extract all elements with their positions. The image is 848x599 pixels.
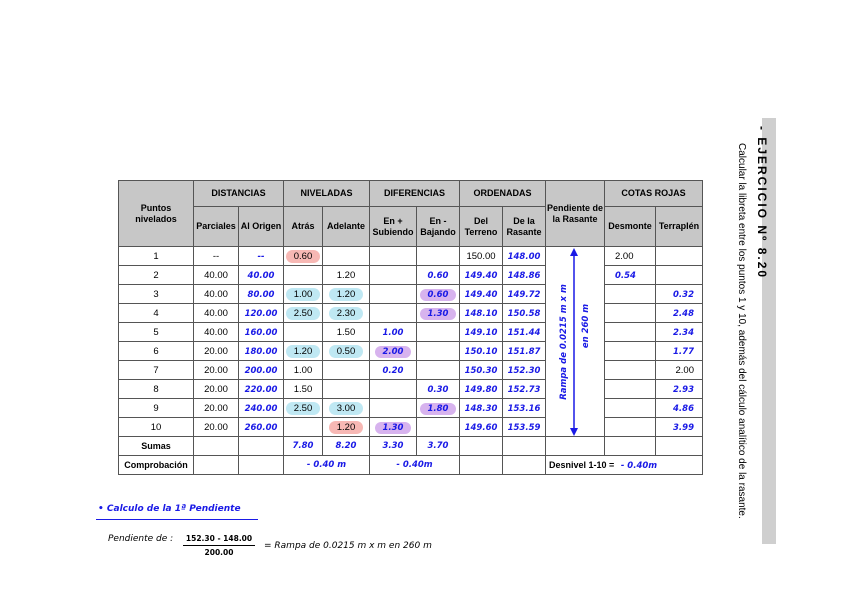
cell-terp: [656, 361, 703, 380]
cell-terr: [460, 342, 503, 361]
value-baj: 0.60: [427, 270, 449, 281]
value-terp: 2.48: [673, 308, 694, 319]
value-terr: 149.10: [464, 327, 498, 338]
value-terp: 4.86: [673, 403, 694, 414]
cell-orig: [239, 323, 284, 342]
cell-atras: [284, 418, 323, 437]
value-terr: 148.30: [464, 403, 498, 414]
table-body: [119, 247, 703, 437]
cell-sub: [370, 380, 417, 399]
cell-ras: [503, 361, 546, 380]
cell-desm: [605, 399, 656, 418]
value-p: 6: [153, 345, 159, 357]
cell-ras: [503, 380, 546, 399]
cell-sub: [370, 323, 417, 342]
value-adel: 1.20: [336, 269, 356, 281]
value-terr: 148.10: [464, 308, 498, 319]
cell-atras: [284, 361, 323, 380]
sumas-empty: [656, 437, 703, 456]
sumas-empty: [194, 437, 239, 456]
value-atras: 1.00: [293, 364, 313, 376]
desnivel-label: Desnivel 1-10 =: [549, 459, 615, 470]
value-terp: 2.00: [675, 364, 694, 376]
value-adel: 2.30: [329, 307, 364, 320]
value-desm: 2.00: [615, 250, 634, 262]
value-atras: 2.50: [286, 307, 321, 320]
cell-baj: [417, 380, 460, 399]
cell-adel: [323, 399, 370, 418]
cell-parc: [194, 342, 239, 361]
value-terp: 0.32: [673, 289, 694, 300]
cell-atras: [284, 342, 323, 361]
value-p: 4: [153, 307, 159, 319]
cell-baj: [417, 323, 460, 342]
cell-atras: [284, 380, 323, 399]
table-row: [119, 380, 703, 399]
cell-terp: [656, 304, 703, 323]
sumas-subiendo: 3.30: [370, 437, 417, 456]
header-puntos: Puntos nivelados: [119, 181, 194, 247]
cell-parc: [194, 304, 239, 323]
value-sub: 2.00: [375, 346, 412, 358]
cell-parc: [194, 418, 239, 437]
table-row: [119, 304, 703, 323]
cell-ras: [503, 266, 546, 285]
cell-parc: [194, 361, 239, 380]
pendiente-fraction: [183, 534, 255, 557]
cell-ras: [503, 304, 546, 323]
value-adel: 1.20: [329, 421, 364, 434]
rampa-arrow-down-icon: [570, 428, 578, 436]
sumas-label: Sumas: [119, 437, 194, 456]
value-terp: 3.99: [673, 422, 694, 433]
value-atras: 1.00: [286, 288, 321, 301]
cell-baj: [417, 304, 460, 323]
cell-ras: [503, 323, 546, 342]
cell-desm: [605, 247, 656, 266]
value-terr: 150.00: [466, 250, 496, 262]
cell-p: [119, 266, 194, 285]
value-p: 7: [153, 364, 159, 376]
value-p: 1: [153, 250, 159, 262]
cell-atras: [284, 304, 323, 323]
header-desmonte: Desmonte: [605, 207, 656, 247]
cell-terp: [656, 380, 703, 399]
cell-orig: [239, 304, 284, 323]
value-desm: 0.54: [615, 270, 636, 281]
cell-terp: [656, 247, 703, 266]
value-parc: 20.00: [204, 421, 228, 433]
value-atras: 1.50: [293, 383, 313, 395]
cell-adel: [323, 285, 370, 304]
value-parc: 20.00: [204, 402, 228, 414]
value-atras: 1.20: [286, 345, 321, 358]
cell-adel: [323, 380, 370, 399]
value-parc: 40.00: [204, 288, 228, 300]
cell-terp: [656, 342, 703, 361]
cell-parc: [194, 266, 239, 285]
value-orig: 180.00: [244, 346, 278, 357]
fraction-numerator: 152.30 - 148.00: [183, 534, 255, 546]
cell-parc: [194, 285, 239, 304]
value-adel: 1.20: [329, 288, 364, 301]
cell-desm: [605, 304, 656, 323]
cell-terr: [460, 361, 503, 380]
value-parc: 40.00: [204, 326, 228, 338]
value-baj: 1.30: [420, 308, 457, 320]
cell-atras: [284, 247, 323, 266]
header-rasante: De la Rasante: [503, 207, 546, 247]
value-atras: 2.50: [286, 402, 321, 415]
value-sub: 1.30: [375, 422, 412, 434]
comprobacion-diferencias: - 0.40m: [370, 456, 460, 475]
sumas-empty: [546, 437, 605, 456]
cell-atras: [284, 323, 323, 342]
value-p: 5: [153, 326, 159, 338]
cell-orig: [239, 399, 284, 418]
comp-empty: [239, 456, 284, 475]
header-parciales: Parciales: [194, 207, 239, 247]
cell-terr: [460, 285, 503, 304]
value-parc: 40.00: [204, 269, 228, 281]
cell-baj: [417, 418, 460, 437]
value-parc: 20.00: [204, 383, 228, 395]
table-row: [119, 247, 703, 266]
cell-terp: [656, 266, 703, 285]
table-row: [119, 418, 703, 437]
fraction-denominator: 200.00: [204, 548, 234, 557]
value-ras: 152.30: [507, 365, 541, 376]
table-row: [119, 399, 703, 418]
cell-terr: [460, 380, 503, 399]
cell-atras: [284, 285, 323, 304]
value-ras: 150.58: [507, 308, 541, 319]
cell-baj: [417, 247, 460, 266]
leveling-table: [118, 180, 703, 475]
cell-parc: [194, 323, 239, 342]
cell-orig: [239, 266, 284, 285]
value-adel: 0.50: [329, 345, 364, 358]
value-atras: 0.60: [286, 250, 321, 263]
cell-terr: [460, 247, 503, 266]
value-sub: 0.20: [382, 365, 404, 376]
rampa-text-1: Rampa de 0.0215 m x m: [559, 284, 569, 400]
value-terr: 149.60: [464, 422, 498, 433]
cell-sub: [370, 399, 417, 418]
exercise-description: Calcular la libreta entre los puntos 1 y 10, además del cálculo analítico de la rasante.: [736, 143, 747, 519]
cell-ras: [503, 247, 546, 266]
value-orig: 160.00: [244, 327, 278, 338]
cell-ras: [503, 342, 546, 361]
cell-orig: [239, 418, 284, 437]
header-adelante: Adelante: [323, 207, 370, 247]
sumas-bajando: 3.70: [417, 437, 460, 456]
cell-sub: [370, 418, 417, 437]
header-atras: Atrás: [284, 207, 323, 247]
cell-p: [119, 247, 194, 266]
value-p: 3: [153, 288, 159, 300]
cell-desm: [605, 418, 656, 437]
cell-desm: [605, 342, 656, 361]
header-al-origen: Al Origen: [239, 207, 284, 247]
desnivel-value: - 0.40m: [620, 460, 658, 471]
value-parc: 20.00: [204, 345, 228, 357]
value-adel: 1.50: [336, 326, 356, 338]
desnivel-cell: [546, 456, 703, 475]
value-baj: 0.60: [420, 289, 457, 301]
cell-terp: [656, 418, 703, 437]
comprobacion-label: Comprobación: [119, 456, 194, 475]
pendiente-result: = Rampa de 0.0215 m x m en 260 m: [264, 541, 432, 551]
value-ras: 148.00: [507, 251, 541, 262]
sumas-empty: [460, 437, 503, 456]
cell-orig: [239, 342, 284, 361]
header-ordenadas: ORDENADAS: [460, 181, 546, 207]
cell-terp: [656, 285, 703, 304]
cell-adel: [323, 323, 370, 342]
value-ras: 153.16: [507, 403, 541, 414]
table-row: [119, 342, 703, 361]
value-orig: 220.00: [244, 384, 278, 395]
cell-baj: [417, 266, 460, 285]
cell-sub: [370, 361, 417, 380]
cell-atras: [284, 266, 323, 285]
cell-baj: [417, 361, 460, 380]
cell-p: [119, 323, 194, 342]
value-parc: --: [212, 250, 220, 262]
value-orig: 200.00: [244, 365, 278, 376]
cell-desm: [605, 323, 656, 342]
sumas-adelante: 8.20: [323, 437, 370, 456]
value-sub: 1.00: [382, 327, 404, 338]
exercise-title: - EJERCICIO Nº 8.20: [755, 126, 769, 280]
cell-sub: [370, 304, 417, 323]
cell-p: [119, 285, 194, 304]
cell-p: [119, 418, 194, 437]
cell-ras: [503, 285, 546, 304]
cell-orig: [239, 285, 284, 304]
cell-terp: [656, 323, 703, 342]
value-baj: 0.30: [427, 384, 449, 395]
cell-baj: [417, 342, 460, 361]
value-p: 2: [153, 269, 159, 281]
table-row: [119, 266, 703, 285]
cell-terr: [460, 399, 503, 418]
cell-p: [119, 380, 194, 399]
value-terp: 2.34: [673, 327, 694, 338]
value-ras: 153.59: [507, 422, 541, 433]
header-terraplen: Terraplén: [656, 207, 703, 247]
cell-desm: [605, 266, 656, 285]
value-terr: 149.40: [464, 289, 498, 300]
cell-adel: [323, 342, 370, 361]
cell-desm: [605, 285, 656, 304]
value-terr: 149.40: [464, 270, 498, 281]
value-orig: 260.00: [244, 422, 278, 433]
comp-empty: [194, 456, 239, 475]
value-terr: 149.80: [464, 384, 498, 395]
cell-orig: [239, 247, 284, 266]
rampa-text-2: en 260 m: [581, 303, 591, 349]
cell-p: [119, 361, 194, 380]
header-distancias: DISTANCIAS: [194, 181, 284, 207]
cell-ras: [503, 418, 546, 437]
value-terp: 1.77: [673, 346, 694, 357]
cell-sub: [370, 285, 417, 304]
cell-sub: [370, 342, 417, 361]
sumas-atras: 7.80: [284, 437, 323, 456]
value-terr: 150.30: [464, 365, 498, 376]
cell-baj: [417, 399, 460, 418]
comprobacion-niveladas: - 0.40 m: [284, 456, 370, 475]
value-ras: 151.87: [507, 346, 541, 357]
cell-adel: [323, 247, 370, 266]
cell-atras: [284, 399, 323, 418]
cell-baj: [417, 285, 460, 304]
cell-ras: [503, 399, 546, 418]
table-row: [119, 323, 703, 342]
header-pendiente: Pendiente de la Rasante: [546, 181, 605, 247]
calc-title: • Calculo de la 1ª Pendiente: [98, 504, 241, 514]
cell-p: [119, 399, 194, 418]
cell-adel: [323, 266, 370, 285]
cell-parc: [194, 380, 239, 399]
cell-p: [119, 342, 194, 361]
sumas-empty: [605, 437, 656, 456]
header-bajando: En - Bajando: [417, 207, 460, 247]
cell-adel: [323, 304, 370, 323]
value-ras: 148.86: [507, 270, 541, 281]
value-ras: 151.44: [507, 327, 541, 338]
calc-title-underline: [96, 519, 258, 520]
value-parc: 20.00: [204, 364, 228, 376]
value-p: 8: [153, 383, 159, 395]
cell-terp: [656, 399, 703, 418]
cell-parc: [194, 247, 239, 266]
cell-terr: [460, 323, 503, 342]
value-orig: --: [257, 251, 265, 262]
header-niveladas: NIVELADAS: [284, 181, 370, 207]
cell-sub: [370, 247, 417, 266]
value-p: 9: [153, 402, 159, 414]
value-parc: 40.00: [204, 307, 228, 319]
cell-orig: [239, 380, 284, 399]
cell-terr: [460, 418, 503, 437]
value-terp: 2.93: [673, 384, 694, 395]
rampa-annotation: [548, 246, 606, 438]
rampa-arrow-up-icon: [570, 248, 578, 256]
value-orig: 120.00: [244, 308, 278, 319]
header-terreno: Del Terreno: [460, 207, 503, 247]
header-cotas: COTAS ROJAS: [605, 181, 703, 207]
table-row: [119, 285, 703, 304]
value-baj: 1.80: [420, 403, 457, 415]
sumas-empty: [503, 437, 546, 456]
value-p: 10: [150, 421, 162, 433]
cell-p: [119, 304, 194, 323]
table-row: [119, 361, 703, 380]
header-diferencias: DIFERENCIAS: [370, 181, 460, 207]
cell-terr: [460, 304, 503, 323]
cell-adel: [323, 418, 370, 437]
value-ras: 152.73: [507, 384, 541, 395]
cell-desm: [605, 361, 656, 380]
value-adel: 3.00: [329, 402, 364, 415]
cell-sub: [370, 266, 417, 285]
value-ras: 149.72: [507, 289, 541, 300]
value-orig: 40.00: [247, 270, 275, 281]
comp-empty: [460, 456, 503, 475]
cell-terr: [460, 266, 503, 285]
cell-desm: [605, 380, 656, 399]
cell-parc: [194, 399, 239, 418]
value-orig: 80.00: [247, 289, 275, 300]
cell-adel: [323, 361, 370, 380]
comp-empty: [503, 456, 546, 475]
pendiente-label: Pendiente de :: [108, 534, 174, 544]
value-terr: 150.10: [464, 346, 498, 357]
cell-orig: [239, 361, 284, 380]
header-subiendo: En + Subiendo: [370, 207, 417, 247]
sumas-empty: [239, 437, 284, 456]
value-orig: 240.00: [244, 403, 278, 414]
